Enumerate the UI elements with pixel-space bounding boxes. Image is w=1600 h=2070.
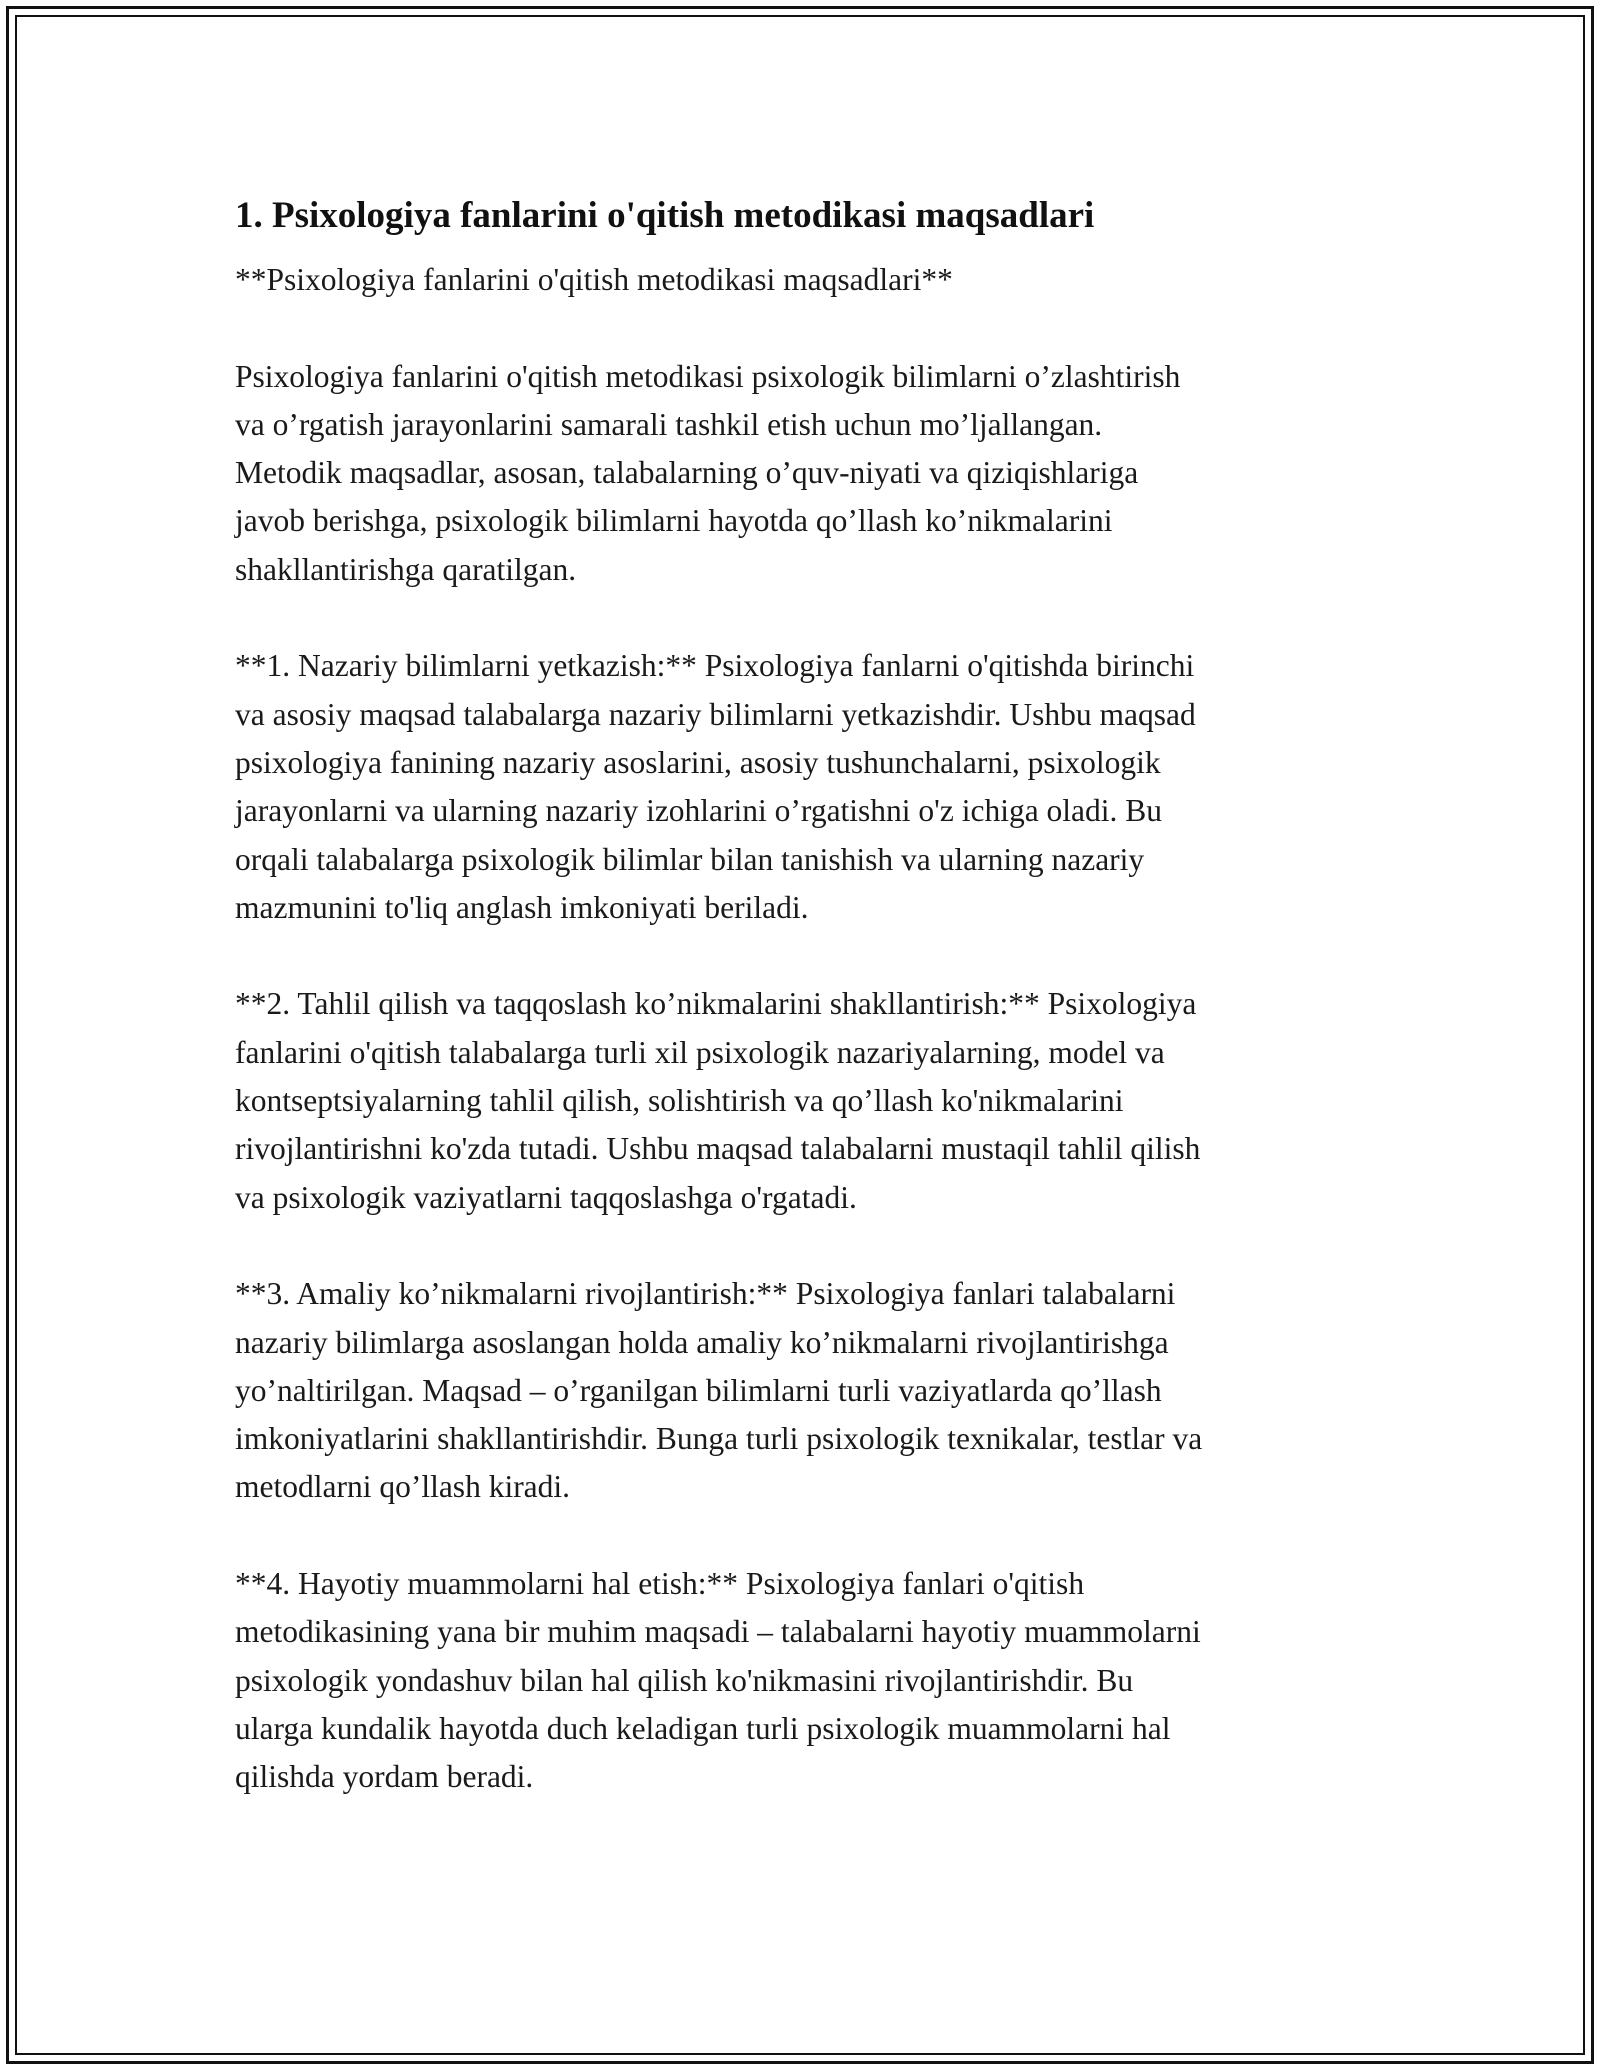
document-body: **Psixologiya fanlarini o'qitish metodikasi maqsadlari** Psixologiya fanlarini o'qitish metodikasi psixologik bilimlarni o’zlashtirish va o’rgatish jarayonlarini samarali tashkil etish uchun mo’ljallangan. Metodik maqsadlar, asosan, talabalarning o’quv-niyati va qiziqishlariga javob berishga, psixologik bilimlarni hayotda qo’llash ko’nikmalarini shakllantirishga qaratilgan. **1. Nazariy bilimlarni yetkazish:** Psixologiya fanlarni o'qitishda birinchi va asosiy maqsad talabalarga nazariy bilimlarni yetkazishdir. Ushbu maqsad psixologiya fanining nazariy asoslarini, asosiy tushunchalarni, psixologik jarayonlarni va ularning nazariy izohlarini o’rgatishni o'z ichiga oladi. Bu orqali talabalarga psixologik bilimlar bilan tanishish va ularning nazariy mazmunini to'liq anglash imkoniyati beriladi. **2. Tahlil qilish va taqqoslash ko’nikmalarini shakllantirish:** Psixologiya fanlarini o'qitish talabalarga turli xil psixologik nazariyalarning, model va kontseptsiyalarning tahlil qilish, solishtirish va qo’llash ko'nikmalarini rivojlantirishni ko'zda tutadi. Ushbu maqsad talabalarni mustaqil tahlil qilish va psixologik vaziyatlarni taqqoslashga o'rgatadi. **3. Amaliy ko’nikmalarni rivojlantirish:** Psixologiya fanlari talabalarni nazariy bilimlarga asoslangan holda amaliy ko’nikmalarni rivojlantirishga yo’naltirilgan. Maqsad – o’rganilgan bilimlarni turli vaziyatlarda qo’llash imkoniyatlarini shakllantirishdir. Bunga turli psixologik texnikalar, testlar va metodlarni qo’llash kiradi. **4. Hayotiy muammolarni hal etish:** Psixologiya fanlari o'qitish metodikasining yana bir muhim maqsadi – talabalarni hayotiy muammolarni psixologik yondashuv bilan hal qilish ko'nikmasini rivojlantirishdir. Bu ularga kundalik hayotda duch keladigan turli psixologik muammolarni hal qilishda yordam beradi. [235, 262, 1203, 1795]
document-title: 1. Psixologiya fanlarini o'qitish metodikasi maqsadlari [235, 195, 1095, 236]
document-content [235, 188, 1375, 1802]
